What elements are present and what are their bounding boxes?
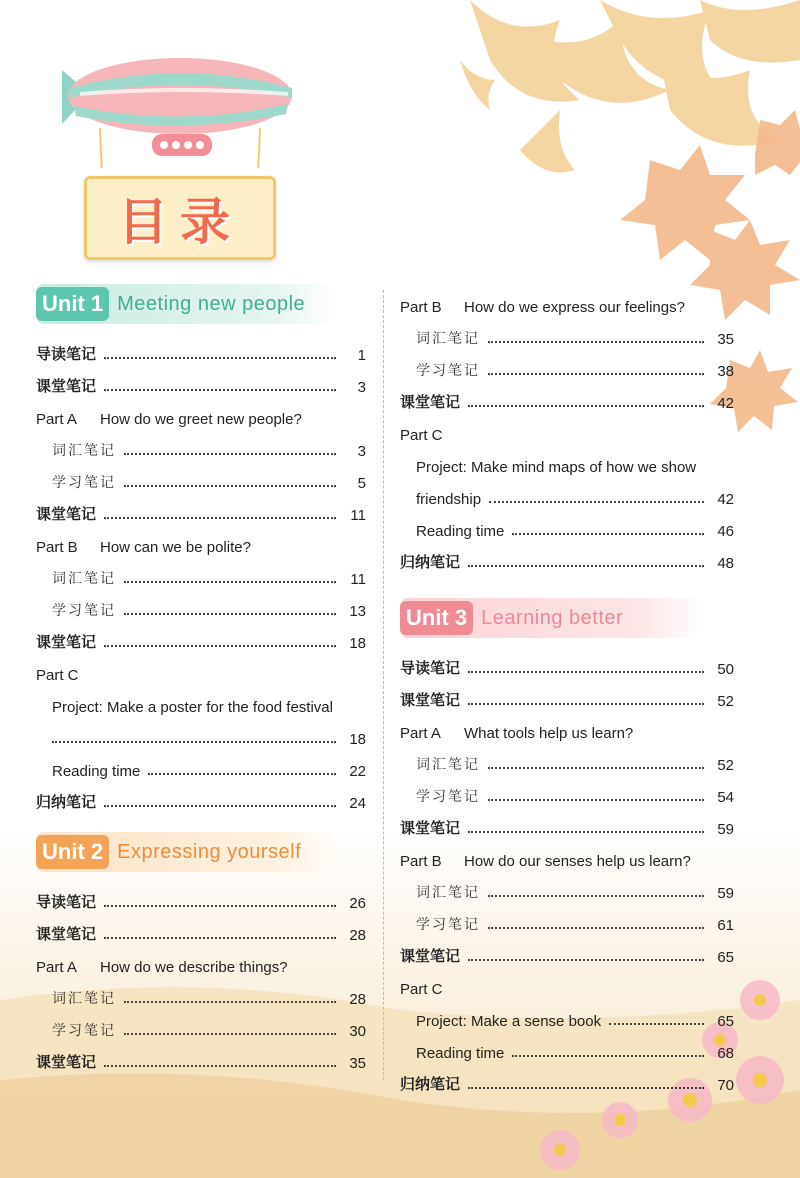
page-number: 26 xyxy=(349,895,366,912)
toc-entry[interactable] xyxy=(400,870,734,902)
toc-entry[interactable] xyxy=(400,540,734,572)
part-heading[interactable] xyxy=(400,838,734,870)
entry-label: 学习笔记 xyxy=(52,603,116,619)
leader-dots xyxy=(124,613,336,615)
page-number: 48 xyxy=(717,555,734,572)
part-question: How do our senses help us learn? xyxy=(464,853,691,870)
entry-label: 词汇笔记 xyxy=(416,331,480,347)
leader-dots xyxy=(488,927,704,929)
toc-entry[interactable] xyxy=(36,880,366,912)
project-title: Project: Make mind maps of how we show xyxy=(416,459,697,476)
toc-entry[interactable] xyxy=(400,902,734,934)
project-entry[interactable] xyxy=(400,444,734,476)
leader-dots xyxy=(512,533,704,535)
leader-dots xyxy=(148,773,336,775)
toc-entry[interactable] xyxy=(400,742,734,774)
leader-dots xyxy=(468,565,704,567)
page-number: 52 xyxy=(717,757,734,774)
leader-dots xyxy=(468,959,704,961)
leader-dots xyxy=(124,1001,336,1003)
entry-label: 课堂笔记 xyxy=(36,633,97,651)
unit-number: Unit 2 xyxy=(36,835,109,869)
toc-entry[interactable] xyxy=(400,348,734,380)
page-number: 3 xyxy=(357,443,366,460)
part-label: Part C xyxy=(36,667,79,684)
toc-entry[interactable] xyxy=(400,380,734,412)
page-number: 30 xyxy=(349,1023,366,1040)
page-number: 11 xyxy=(350,507,366,524)
leader-dots xyxy=(104,905,336,907)
page-number: 28 xyxy=(349,991,366,1008)
leader-dots xyxy=(124,581,336,583)
toc-entry[interactable] xyxy=(400,998,734,1030)
toc-entry[interactable] xyxy=(36,780,366,812)
leader-dots xyxy=(104,389,336,391)
entry-label: 课堂笔记 xyxy=(36,925,97,943)
toc-entry[interactable] xyxy=(36,556,366,588)
entry-label: 课堂笔记 xyxy=(400,691,461,709)
unit-number: Unit 3 xyxy=(400,601,473,635)
toc-entry[interactable] xyxy=(36,716,366,748)
part-label: Part C xyxy=(400,427,443,444)
toc-entry[interactable] xyxy=(36,588,366,620)
leader-dots xyxy=(124,1033,336,1035)
unit-number: Unit 1 xyxy=(36,287,109,321)
unit-title: Meeting new people xyxy=(117,292,306,315)
entry-label: 课堂笔记 xyxy=(400,819,461,837)
toc-entry[interactable] xyxy=(400,934,734,966)
entry-label: 词汇笔记 xyxy=(52,443,116,459)
toc-entry[interactable] xyxy=(36,748,366,780)
entry-label: friendship xyxy=(416,491,482,508)
leader-dots xyxy=(488,895,704,897)
entry-label: Reading time xyxy=(416,1045,505,1062)
page-number: 28 xyxy=(349,927,366,944)
toc-entry[interactable] xyxy=(400,508,734,540)
unit-title: Expressing yourself xyxy=(117,840,302,863)
toc-entry[interactable] xyxy=(400,316,734,348)
part-heading[interactable] xyxy=(36,944,366,976)
leader-dots xyxy=(104,645,336,647)
toc-entry[interactable] xyxy=(400,1062,734,1094)
toc-entry[interactable] xyxy=(400,678,734,710)
part-label: Part C xyxy=(400,981,443,998)
entry-label: 课堂笔记 xyxy=(36,505,97,523)
page-number: 42 xyxy=(717,395,734,412)
page-number: 50 xyxy=(717,661,734,678)
leader-dots xyxy=(488,373,704,375)
page-number: 13 xyxy=(349,603,366,620)
page-number: 35 xyxy=(717,331,734,348)
entry-label: 学习笔记 xyxy=(52,475,116,491)
leader-dots xyxy=(488,341,704,343)
leader-dots xyxy=(609,1023,704,1025)
page-number: 70 xyxy=(717,1077,734,1094)
page-number: 38 xyxy=(717,363,734,380)
part-question: How do we greet new people? xyxy=(100,411,302,428)
page-number: 1 xyxy=(357,347,366,364)
page-number: 18 xyxy=(349,731,366,748)
leader-dots xyxy=(468,671,704,673)
page-number: 61 xyxy=(717,917,734,934)
entry-label: Reading time xyxy=(52,763,141,780)
toc-right-column xyxy=(400,284,734,1094)
part-label: Part A xyxy=(400,725,441,742)
part-label: Part B xyxy=(36,539,78,556)
page-number: 18 xyxy=(349,635,366,652)
leader-dots xyxy=(104,357,336,359)
leader-dots xyxy=(52,741,336,743)
page-number: 52 xyxy=(717,693,734,710)
unit-3-banner[interactable] xyxy=(400,598,702,638)
entry-label: 导读笔记 xyxy=(400,659,461,677)
page-number: 68 xyxy=(717,1045,734,1062)
part-label: Part A xyxy=(36,959,77,976)
part-label: Part A xyxy=(36,411,77,428)
page-number: 11 xyxy=(350,571,366,588)
entry-label: 归纳笔记 xyxy=(400,553,461,571)
leader-dots xyxy=(468,405,704,407)
entry-label: 归纳笔记 xyxy=(400,1075,461,1093)
part-heading[interactable] xyxy=(36,396,366,428)
leader-dots xyxy=(104,517,336,519)
entry-label: 课堂笔记 xyxy=(36,1053,97,1071)
page-number: 24 xyxy=(349,795,366,812)
leader-dots xyxy=(488,799,704,801)
toc-entry[interactable] xyxy=(36,912,366,944)
blimp-illustration xyxy=(40,48,300,168)
entry-label: 归纳笔记 xyxy=(36,793,97,811)
page-number: 5 xyxy=(357,475,366,492)
leader-dots xyxy=(468,1087,704,1089)
leader-dots xyxy=(468,703,704,705)
page-number: 42 xyxy=(717,491,734,508)
part-question: How can we be polite? xyxy=(100,539,251,556)
leader-dots xyxy=(104,937,336,939)
part-label: Part B xyxy=(400,299,442,316)
leader-dots xyxy=(104,805,336,807)
page-number: 54 xyxy=(717,789,734,806)
page-number: 46 xyxy=(717,523,734,540)
entry-label: 课堂笔记 xyxy=(400,947,461,965)
leader-dots xyxy=(489,501,704,503)
page-number: 3 xyxy=(357,379,366,396)
unit-1-banner[interactable] xyxy=(36,284,336,324)
entry-label: Project: Make a sense book xyxy=(416,1013,602,1030)
page-number: 35 xyxy=(349,1055,366,1072)
toc-title: 目录 xyxy=(118,193,242,251)
toc-entry[interactable] xyxy=(400,476,734,508)
toc-entry[interactable] xyxy=(36,428,366,460)
entry-label: 词汇笔记 xyxy=(52,571,116,587)
entry-label: 课堂笔记 xyxy=(400,393,461,411)
entry-label: 学习笔记 xyxy=(416,917,480,933)
leader-dots xyxy=(468,831,704,833)
toc-entry[interactable] xyxy=(400,1030,734,1062)
entry-label: 学习笔记 xyxy=(416,363,480,379)
part-question: How do we describe things? xyxy=(100,959,288,976)
entry-label: 导读笔记 xyxy=(36,345,97,363)
entry-label: 词汇笔记 xyxy=(416,757,480,773)
toc-entry[interactable] xyxy=(36,460,366,492)
leader-dots xyxy=(104,1065,336,1067)
leader-dots xyxy=(124,453,336,455)
page-number: 59 xyxy=(717,821,734,838)
entry-label: 词汇笔记 xyxy=(416,885,480,901)
page-number: 65 xyxy=(717,1013,734,1030)
column-divider xyxy=(383,290,384,1080)
part-heading[interactable] xyxy=(400,710,734,742)
part-heading[interactable] xyxy=(400,412,734,444)
page-number: 22 xyxy=(349,763,366,780)
page-number: 65 xyxy=(717,949,734,966)
entry-label: 学习笔记 xyxy=(416,789,480,805)
leader-dots xyxy=(512,1055,704,1057)
leader-dots xyxy=(124,485,336,487)
toc-entry[interactable] xyxy=(36,1008,366,1040)
toc-entry[interactable] xyxy=(36,492,366,524)
part-heading[interactable] xyxy=(36,524,366,556)
toc-entry[interactable] xyxy=(36,1040,366,1072)
part-heading[interactable] xyxy=(400,966,734,998)
toc-title-sign xyxy=(84,176,276,260)
part-label: Part B xyxy=(400,853,442,870)
entry-label: 课堂笔记 xyxy=(36,377,97,395)
project-title: Project: Make a poster for the food festival xyxy=(52,699,333,716)
entry-label: Reading time xyxy=(416,523,505,540)
unit-title: Learning better xyxy=(481,606,624,629)
toc-entry[interactable] xyxy=(36,364,366,396)
part-heading[interactable] xyxy=(400,284,734,316)
entry-label: 学习笔记 xyxy=(52,1023,116,1039)
toc-entry[interactable] xyxy=(36,976,366,1008)
page-number: 59 xyxy=(717,885,734,902)
leader-dots xyxy=(488,767,704,769)
toc-entry[interactable] xyxy=(400,646,734,678)
entry-label: 导读笔记 xyxy=(36,893,97,911)
toc-entry[interactable] xyxy=(36,620,366,652)
project-entry[interactable] xyxy=(36,684,366,716)
part-heading[interactable] xyxy=(36,652,366,684)
unit-2-banner[interactable] xyxy=(36,832,336,872)
toc-entry[interactable] xyxy=(400,806,734,838)
entry-label: 词汇笔记 xyxy=(52,991,116,1007)
toc-left-column xyxy=(36,284,366,1072)
part-question: What tools help us learn? xyxy=(464,725,634,742)
toc-entry[interactable] xyxy=(36,332,366,364)
part-question: How do we express our feelings? xyxy=(464,299,685,316)
toc-entry[interactable] xyxy=(400,774,734,806)
